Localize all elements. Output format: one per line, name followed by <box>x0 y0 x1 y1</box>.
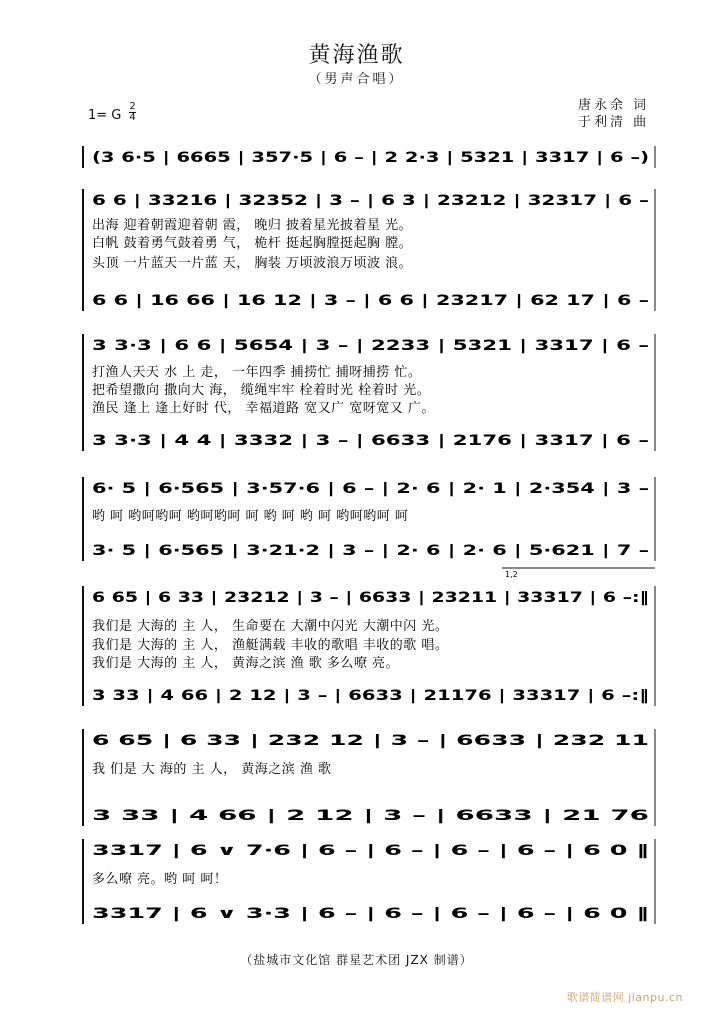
site-watermark: 歌谱简谱网 jianpu.cn <box>566 991 683 1004</box>
lyric-line: 打渔人天天 水 上 走， 一年四季 捕捞忙 捕呀捕捞 忙。 <box>92 365 422 380</box>
lyric-line: 把希望撒向 撒向大 海， 缆绳牢牢 栓着时光 栓着时 光。 <box>92 383 431 398</box>
notation-line: 3 33 | 4 66 | 2 12 | 3 – | 6633 | 21176 | 33317 | 6 –:‖ <box>92 688 649 704</box>
volta-bracket-label: 1,2 <box>505 570 518 579</box>
lyric-line: 我们是 大海的 主 人， 生命要在 大潮中闪光 大潮中闪 光。 <box>92 619 449 634</box>
lyric-line: 我们是 大海的 主 人， 黄海之滨 渔 歌 多么嘹 亮。 <box>92 656 400 671</box>
composer-credit: 于利清 曲 <box>578 115 650 130</box>
notation-line: 3317 | 6 ∨ 7·6 | 6 – | 6 – | 6 – | 6 – | 6 0 ‖ <box>92 843 649 859</box>
lyric-line: 白帆 鼓着勇气鼓着勇 气， 桅杆 挺起胸膛挺起胸 膛。 <box>92 236 413 251</box>
footer-credit: （盐城市文化馆 群星艺术团 JZX 制谱） <box>240 953 473 967</box>
lyric-line: 我们是 大海的 主 人， 渔艇满载 丰收的歌唱 丰收的歌 唱。 <box>92 638 449 653</box>
notation-line: 6 6 | 16 66 | 16 12 | 3 – | 6 6 | 23217 | 62 17 | 6 – <box>92 293 649 309</box>
notation-line: 6 65 | 6 33 | 23212 | 3 – | 6633 | 23211 | 33317 | 6 –:‖ <box>92 590 649 606</box>
lyric-line: 渔民 逢上 逢上好时 代， 幸福道路 宽又广 宽呀宽又 广。 <box>92 401 435 416</box>
time-signature-top: 2 <box>129 101 136 112</box>
lyric-line: 我 们是 大 海的 主 人， 黄海之滨 渔 歌 <box>92 762 332 777</box>
lyric-line: 出海 迎着朝霞迎着朝 霞， 晚归 披着星光披着星 光。 <box>92 218 413 233</box>
lyric-line: 哟 呵 哟呵哟呵 哟呵哟呵 呵 哟 呵 哟 呵 哟呵哟呵 呵 <box>92 509 409 524</box>
time-signature-bottom: 4 <box>129 112 136 123</box>
lyricist-credit: 唐永余 词 <box>578 98 650 113</box>
notation-line: 3 3·3 | 4 4 | 3332 | 3 – | 6633 | 2176 | 3317 | 6 – <box>92 433 649 449</box>
notation-line: 3· 5 | 6·565 | 3·21·2 | 3 – | 2· 6 | 2· 6 | 5·621 | 7 – <box>92 543 649 559</box>
notation-line: 6· 5 | 6·565 | 3·57·6 | 6 – | 2· 6 | 2· 1 | 2·354 | 3 – <box>92 481 649 497</box>
song-subtitle: （男声合唱） <box>308 72 405 87</box>
lyric-line: 头顶 一片蓝天一片蓝 天， 胸装 万顷波浪万顷波 浪。 <box>92 256 413 271</box>
notation-line: (3 6·5 | 6665 | 357·5 | 6 – | 2 2·3 | 5321 | 3317 | 6 –) <box>92 150 649 166</box>
key-signature: 1= G <box>88 108 122 123</box>
song-title: 黄海渔歌 <box>308 43 405 68</box>
notation-line: 3 33 | 4 66 | 2 12 | 3 – | 6633 | 21 76 <box>92 808 649 824</box>
lyric-line: 多么嘹 亮。哟 呵 呵！ <box>92 872 228 887</box>
notation-line: 3317 | 6 ∨ 3·3 | 6 – | 6 – | 6 – | 6 – | 6 0 ‖ <box>92 906 649 922</box>
notation-line: 3 3·3 | 6 6 | 5654 | 3 – | 2233 | 5321 | 3317 | 6 – <box>92 338 649 354</box>
notation-line: 6 65 | 6 33 | 232 12 | 3 – | 6633 | 232 11 <box>92 733 649 749</box>
notation-line: 6 6 | 33216 | 32352 | 3 – | 6 3 | 23212 | 32317 | 6 – <box>92 193 649 209</box>
